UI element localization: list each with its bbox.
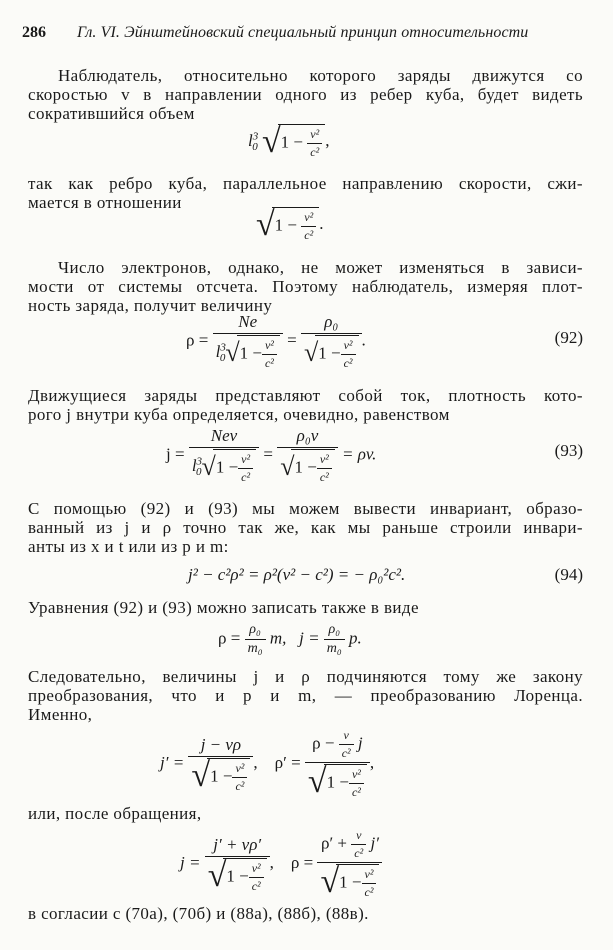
frac-num: v² [249,861,264,878]
text-line: Именно, [28,705,93,724]
text-line: так как ребро куба, параллельное направлению скорости, сжи- [28,174,583,193]
fraction [362,867,377,900]
eq-symbol: j [357,733,363,753]
equation-lorentz-inverse [180,828,382,900]
text-line: Движущиеся заряды представляют собой ток, плотность кото- [28,386,583,405]
equation-94: j² − c²ρ² = ρ²(v² − c²) = − ρ₀²c². [188,565,406,584]
frac-num: ρ₀v [277,426,338,448]
frac-den: c² [354,846,364,860]
text-line: преобразования, что и p и m, — преобразованию Лоренца. [28,686,583,705]
paragraph-3 [28,258,583,315]
text-line: мается в отношении [28,193,182,212]
fraction [351,828,366,861]
text-line: Наблюдатель, относительно которого заряды движутся со [58,66,583,85]
frac-den: c² [364,885,374,899]
frac-den: c² [351,785,361,799]
eq-symbol: l [248,130,253,150]
fraction [324,622,345,657]
eq-sub: 0 [219,352,226,365]
eq-text: 1 − [339,872,362,892]
paragraph-4 [28,386,583,424]
frac-num [317,828,382,863]
frac-num: v [351,828,366,845]
fraction [188,735,253,794]
eq-text: 1 − [215,457,239,477]
eq-text: 1 − [274,215,298,235]
frac-num: Ne [213,312,283,334]
eq-punct: , [269,852,274,872]
frac-den: m₀ [247,641,263,656]
frac-num: ρ₀ [301,312,362,334]
eq-text: p. [349,628,362,648]
frac-den [205,857,270,894]
eq-lhs: ρ = [186,330,209,350]
frac-num: v² [362,867,377,884]
frac-num: v² [317,452,332,469]
frac-num: v² [301,210,316,227]
text-line: Следовательно, величины j и ρ подчиняются тому же закону [28,667,583,686]
eq-punct: , [369,752,375,772]
fraction [339,728,354,761]
frac-num: v² [232,761,247,778]
eq-text: 1 − [280,132,303,152]
eq-lhs: j = [166,444,185,464]
frac-num: j′ + vρ′ [205,835,270,857]
radical: √1 − $\frac{\text{v²}}{\text{c²}}$ [320,864,379,900]
radical: √1 − $\frac{\text{v²}}{\text{c²}}$ [208,858,267,894]
equation-number: (93) [554,441,583,460]
frac-num: v² [349,767,364,784]
radical: √1 − $\frac{\text{v²}}{\text{c²}}$ [191,758,250,794]
text-line: рого j внутри куба определяется, очевидно, равенством [28,405,450,424]
text-line: Число электронов, однако, не может изменяться в зависи- [58,258,583,277]
text-line: или, после обращения, [28,804,202,823]
paragraph-7 [28,667,583,724]
fraction [305,728,370,800]
frac-den: c² [310,145,320,159]
frac-den [277,448,338,485]
frac-num: ρ₀ [324,622,345,640]
eq-punct: . [319,213,324,233]
eq-text: 1 − [294,457,317,477]
radical: √1 − $\frac{\text{v²}}{\text{c²}}$ [308,764,367,800]
fraction [301,210,316,243]
text-line: в согласии с (70а), (70б) и (88а), (88б), (88в). [28,904,369,923]
frac-den: c² [241,470,251,484]
frac-num: ρ₀ [245,622,266,640]
frac-num [305,728,370,763]
equation-92 [186,312,366,371]
text-line: анты из x и t или из p и m: [28,537,229,556]
text-line: мости от системы отсчета. Поэтому наблюдатель, измеряя плот- [28,277,583,296]
fraction [189,426,259,485]
eq-text: 1 − [239,343,262,363]
frac-num: v [339,728,354,745]
eq-text: ρ − [312,733,335,753]
text-line: сократившийся объем [28,104,195,123]
eq-sign: = [287,330,297,350]
fraction [317,452,332,485]
eq-text: 1 − [226,865,249,885]
fraction [205,835,270,894]
radical: √1 − $\frac{\text{v²}}{\text{c²}}$ [262,124,325,160]
page-number: 286 [22,24,46,41]
paragraph-5 [28,499,583,556]
eq-rhs: = ρv. [342,444,377,464]
eq-lhs: ρ = [290,852,314,872]
fraction [341,338,356,371]
radical: √1 − $\frac{\text{v²}}{\text{c²}}$ [202,449,257,485]
frac-den: m₀ [326,641,342,656]
fraction [262,338,277,371]
frac-num: v² [341,338,356,355]
frac-den [317,863,382,900]
fraction [213,312,283,371]
equation-93 [166,426,376,485]
fraction [232,761,247,794]
fraction [277,426,338,485]
frac-den [188,757,253,794]
eq-text: 1 − [326,772,349,792]
eq-sup: 3 [196,455,203,468]
fraction [307,127,322,160]
frac-num: v² [238,452,253,469]
frac-den: c² [341,746,351,760]
fraction [317,828,382,900]
eq-sup: 3 [252,130,259,143]
frac-den [305,763,370,800]
equation-volume [248,124,329,160]
eq-text: 1 − [318,343,341,363]
radical: √1 − $\frac{\text{v²}}{\text{c²}}$ [304,335,359,371]
text-line: ванный из j и ρ точно так же, как мы раньше строили инвари- [28,518,583,537]
frac-den: c² [319,470,329,484]
eq-lhs: j = [180,852,201,872]
fraction [249,861,264,894]
equation-lorentz-forward [160,728,374,800]
frac-den: c² [235,778,245,793]
eq-symbol: j′ [370,833,379,853]
paragraph-9 [28,904,583,923]
text-line: Уравнения (92) и (93) можно записать также в виде [28,598,419,617]
text-line: скоростью v в направлении одного из ребер куба, будет видеть [28,85,583,104]
frac-den: c² [264,356,274,370]
running-title: Гл. VI. Эйнштейновский специальный принцип относительности [77,24,529,41]
frac-den [189,448,259,485]
radical: √1 − $\frac{\text{v²}}{\text{c²}}$ [280,449,335,485]
eq-lhs: j′ = [160,752,185,772]
paragraph-8 [28,804,583,823]
eq-text: 1 − [210,765,233,785]
eq-sup: 3 [220,341,226,354]
frac-den: c² [343,356,353,370]
frac-num: v² [262,338,277,355]
frac-num: j − vρ [188,735,253,757]
frac-num: v² [307,127,322,144]
frac-num: Nev [189,426,259,448]
eq-punct: . [361,330,366,350]
equation-ratio [256,207,323,243]
fraction [245,622,266,657]
eq-text: ρ′ + [320,833,348,853]
frac-den: c² [251,878,261,893]
fraction [238,452,253,485]
eq-symbol: l [215,341,221,361]
eq-sub: 0 [196,466,202,479]
paragraph-1 [28,66,583,123]
frac-den [213,334,283,371]
radical: √1 − $\frac{\text{v²}}{\text{c²}}$ [225,335,280,371]
eq-punct: , [253,752,258,772]
paragraph-6 [28,598,583,617]
equation-number: (94) [554,565,583,584]
eq-lhs: ρ = [218,628,241,648]
fraction [349,767,364,800]
fraction [301,312,362,371]
equation-number: (92) [554,328,583,347]
frac-den [301,334,362,371]
equation-rho-j [218,622,362,657]
frac-den: c² [304,228,314,242]
text-line: ность заряда, получит величину [28,296,273,315]
eq-lhs: j = [299,628,320,648]
radical: √1 − $\frac{\text{v²}}{\text{c²}}$ [256,207,319,243]
eq-punct: , [325,130,330,150]
eq-lhs: ρ′ = [274,752,301,772]
eq-sign: = [263,444,273,464]
eq-text: m, [269,628,287,648]
eq-sub: 0 [252,141,258,154]
eq-symbol: l [191,455,197,475]
text-line: С помощью (92) и (93) мы можем вывести инвариант, образо- [28,499,583,518]
